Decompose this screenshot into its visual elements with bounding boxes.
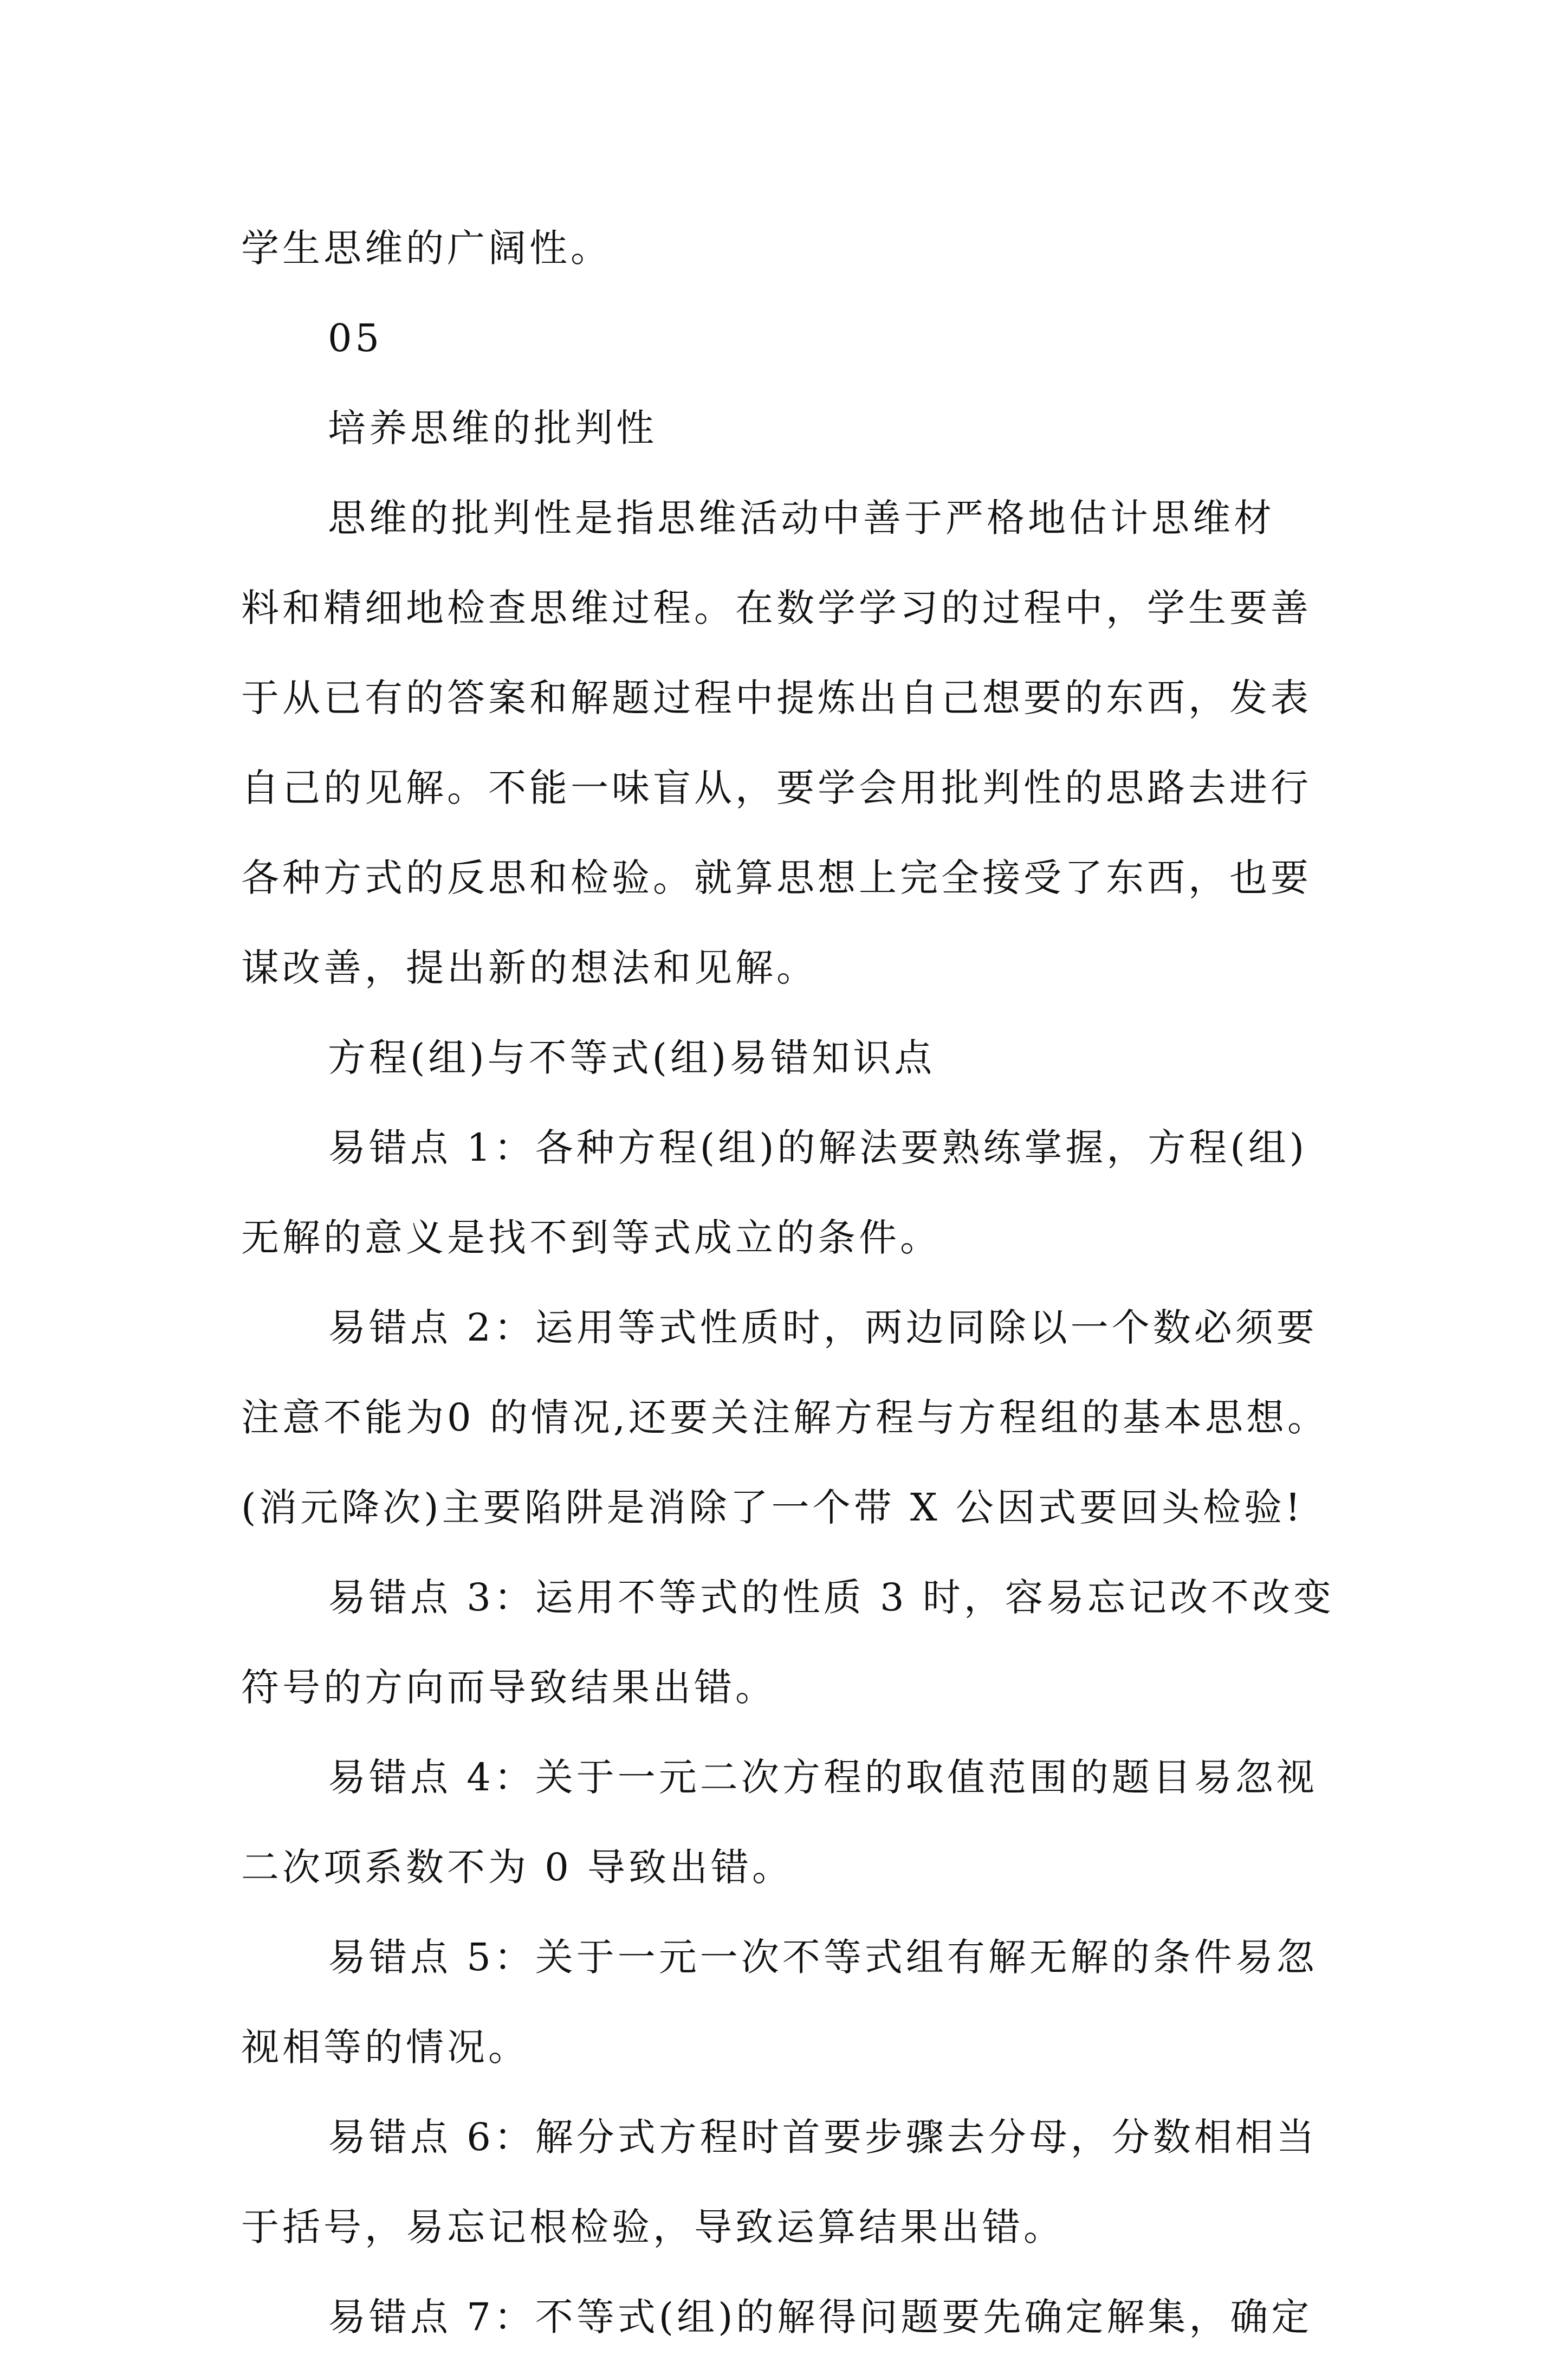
text-line-13: 易错点 2：运用等式性质时，两边同除以一个数必须要 [328, 1305, 1318, 1350]
text-line-12: 无解的意义是找不到等式成立的条件。 [241, 1215, 941, 1260]
section-heading: 培养思维的批判性 [328, 406, 657, 450]
text-line-24: 易错点 7：不等式(组)的解得问题要先确定解集，确定 [328, 2295, 1313, 2339]
text-line-9: 谋改善，提出新的想法和见解。 [241, 946, 818, 990]
text-line-22: 易错点 6：解分式方程时首要步骤去分母，分数相相当 [328, 2115, 1318, 2159]
text-line-4: 思维的批判性是指思维活动中善于严格地估计思维材 [328, 496, 1275, 540]
text-line-17: 符号的方向而导致结果出错。 [241, 1665, 776, 1710]
text-line-11: 易错点 1：各种方程(组)的解法要熟练掌握，方程(组) [328, 1125, 1308, 1170]
text-line-5: 料和精细地检查思维过程。在数学学习的过程中，学生要善 [241, 586, 1312, 630]
text-line-14: 注意不能为0 的情况,还要关注解方程与方程组的基本思想。 [241, 1395, 1329, 1440]
text-line-20: 易错点 5：关于一元一次不等式组有解无解的条件易忽 [328, 1935, 1318, 1979]
topic-heading: 方程(组)与不等式(组)易错知识点 [328, 1036, 936, 1080]
text-line-7: 自己的见解。不能一味盲从，要学会用批判性的思路去进行 [241, 766, 1312, 810]
document-body [241, 203, 1346, 2362]
section-number: 05 [328, 316, 383, 360]
text-line-1: 学生思维的广阔性。 [241, 226, 612, 270]
text-line-8: 各种方式的反思和检验。就算思想上完全接受了东西，也要 [241, 856, 1312, 900]
text-line-15: (消元降次)主要陷阱是消除了一个带 X 公因式要回头检验! [241, 1485, 1304, 1530]
text-line-23: 于括号，易忘记根检验，导致运算结果出错。 [241, 2205, 1065, 2249]
text-line-19: 二次项系数不为 0 导致出错。 [241, 1845, 794, 1889]
text-line-21: 视相等的情况。 [241, 2025, 529, 2069]
text-line-6: 于从已有的答案和解题过程中提炼出自己想要的东西，发表 [241, 676, 1312, 720]
text-line-16: 易错点 3：运用不等式的性质 3 时，容易忘记改不改变 [328, 1575, 1334, 1620]
text-line-18: 易错点 4：关于一元二次方程的取值范围的题目易忽视 [328, 1755, 1318, 1800]
